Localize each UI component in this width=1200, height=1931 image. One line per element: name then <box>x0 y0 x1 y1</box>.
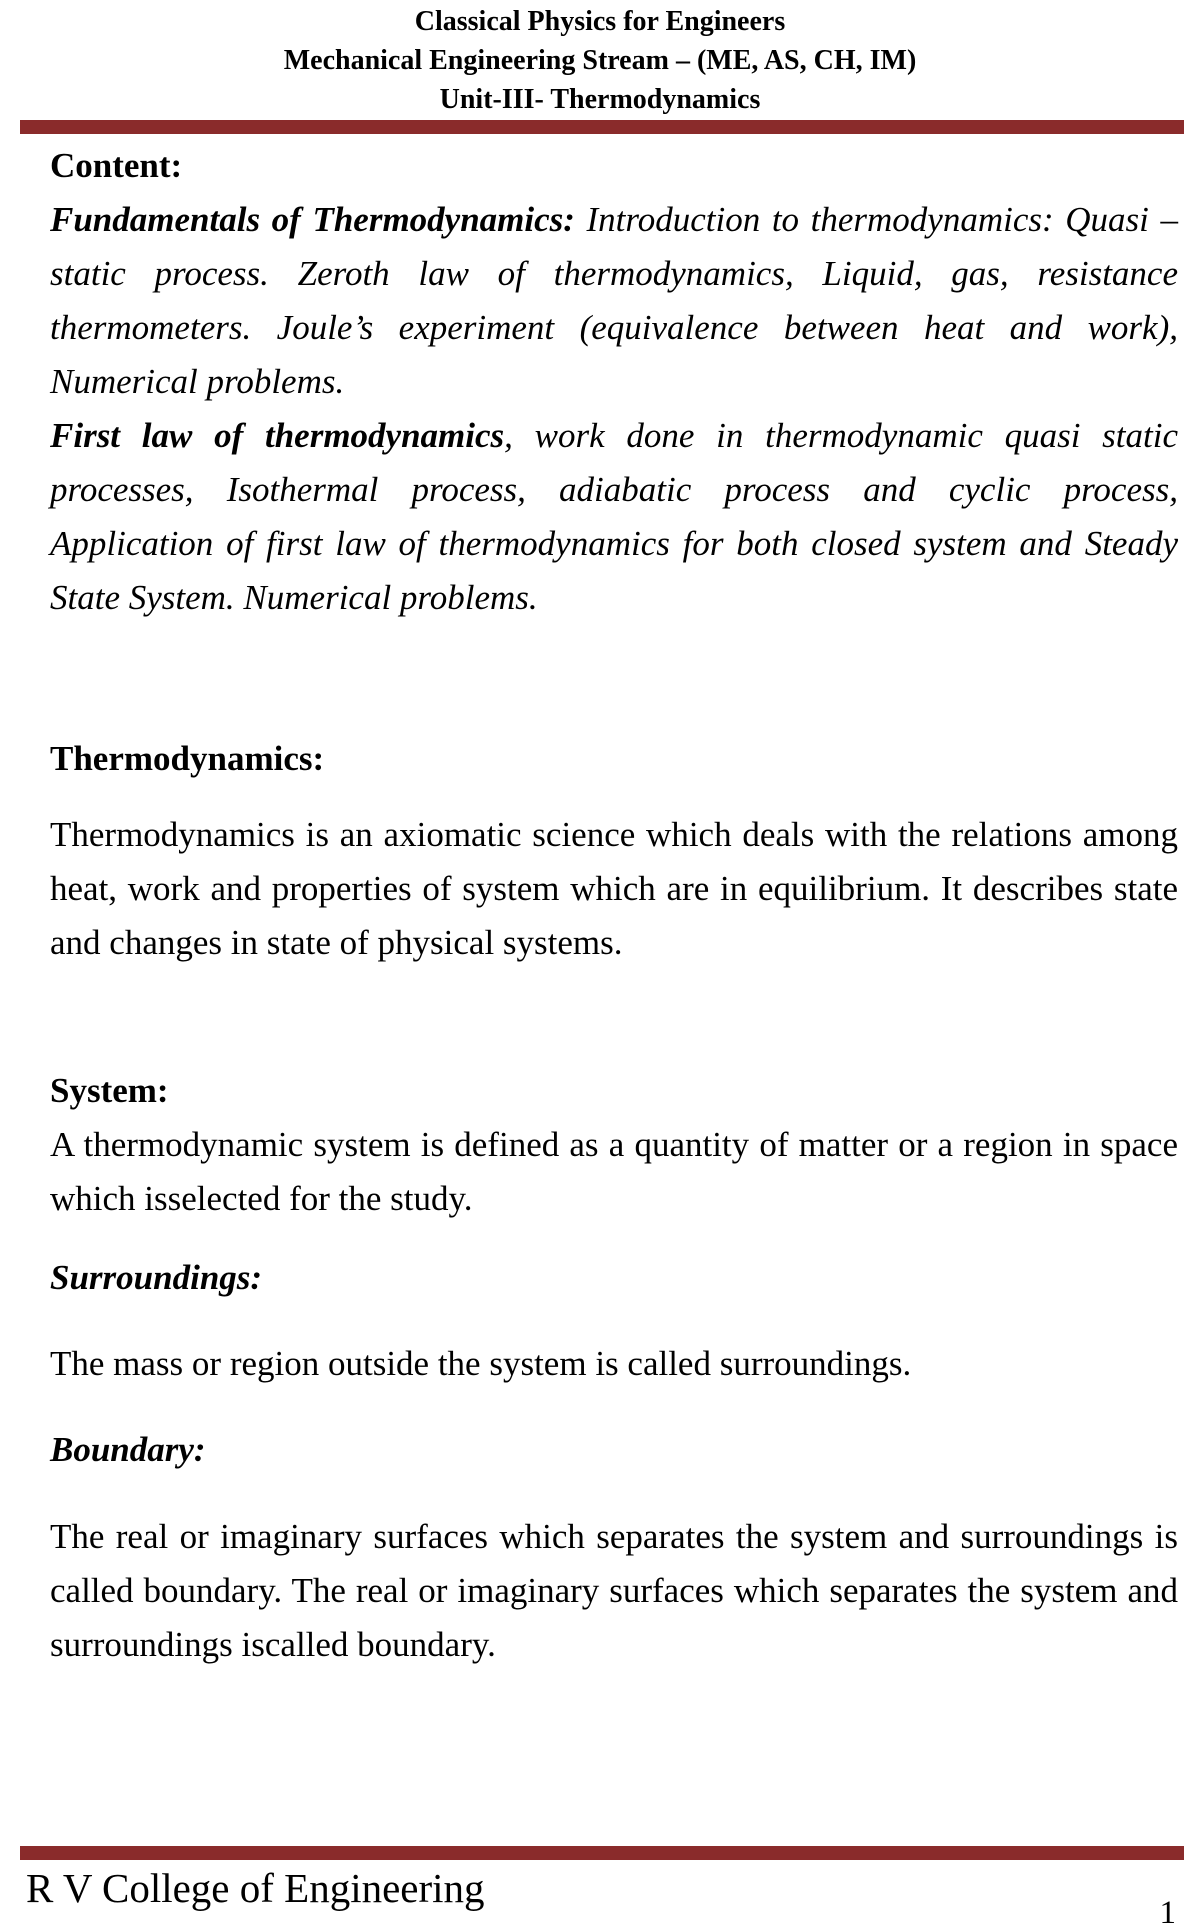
content-section <box>50 139 1178 625</box>
unit-title: Unit-III- Thermodynamics <box>439 84 761 115</box>
boundary-paragraph: The real or imaginary surfaces which separates the system and surroundings is called boundary. The real or imaginary surfaces which separates the system and surroundings iscalled boundary. <box>50 1517 1178 1664</box>
course-title: Classical Physics for Engineers <box>414 6 786 37</box>
college-name: R V College of Engineering <box>26 1865 485 1911</box>
system-paragraph: A thermodynamic system is defined as a quantity of matter or a region in space which isselected for the study. <box>50 1125 1178 1218</box>
boundary-heading-block <box>50 1423 1178 1477</box>
page-number: 1 <box>1159 1895 1176 1931</box>
footer-divider <box>20 1846 1184 1860</box>
thermodynamics-paragraph: Thermodynamics is an axiomatic science which deals with the relations among heat, work and properties of system which are in equilibrium. It describes state and changes in state of physical systems. <box>50 815 1178 962</box>
thermodynamics-body-block <box>50 808 1178 970</box>
system-section <box>50 1064 1178 1226</box>
fundamentals-text: Introduction to thermodynamics: Quasi – static process. Zeroth law of thermodynamics, Liquid, gas, resistance thermometers. Joule’s experiment (equivalence between heat and work), Numerical problems. <box>50 200 1178 401</box>
surroundings-body-block <box>50 1337 1178 1391</box>
surroundings-paragraph: The mass or region outside the system is called surroundings. <box>50 1344 912 1383</box>
stream-title: Mechanical Engineering Stream – (ME, AS, CH, IM) <box>283 45 917 76</box>
fundamentals-paragraph <box>50 193 1178 409</box>
surroundings-heading-block <box>50 1251 1178 1305</box>
first-law-label: First law of thermodynamics <box>50 416 505 455</box>
fundamentals-label: Fundamentals of Thermodynamics: <box>50 200 575 239</box>
thermodynamics-heading-block <box>50 732 1178 786</box>
boundary-body-block <box>50 1510 1178 1672</box>
boundary-heading: Boundary: <box>50 1430 206 1469</box>
thermodynamics-heading: Thermodynamics: <box>50 739 325 778</box>
first-law-text: , work done in thermodynamic quasi static processes, Isothermal process, adiabatic process and cyclic process, Application of first law of thermodynamics for both closed system and Steady State System. Numerical problems. <box>50 416 1178 617</box>
surroundings-heading: Surroundings: <box>50 1258 263 1297</box>
content-heading: Content: <box>50 146 183 185</box>
system-heading: System: <box>50 1071 169 1110</box>
header-divider <box>20 120 1184 134</box>
page-header <box>0 2 1200 119</box>
first-law-paragraph <box>50 409 1178 625</box>
